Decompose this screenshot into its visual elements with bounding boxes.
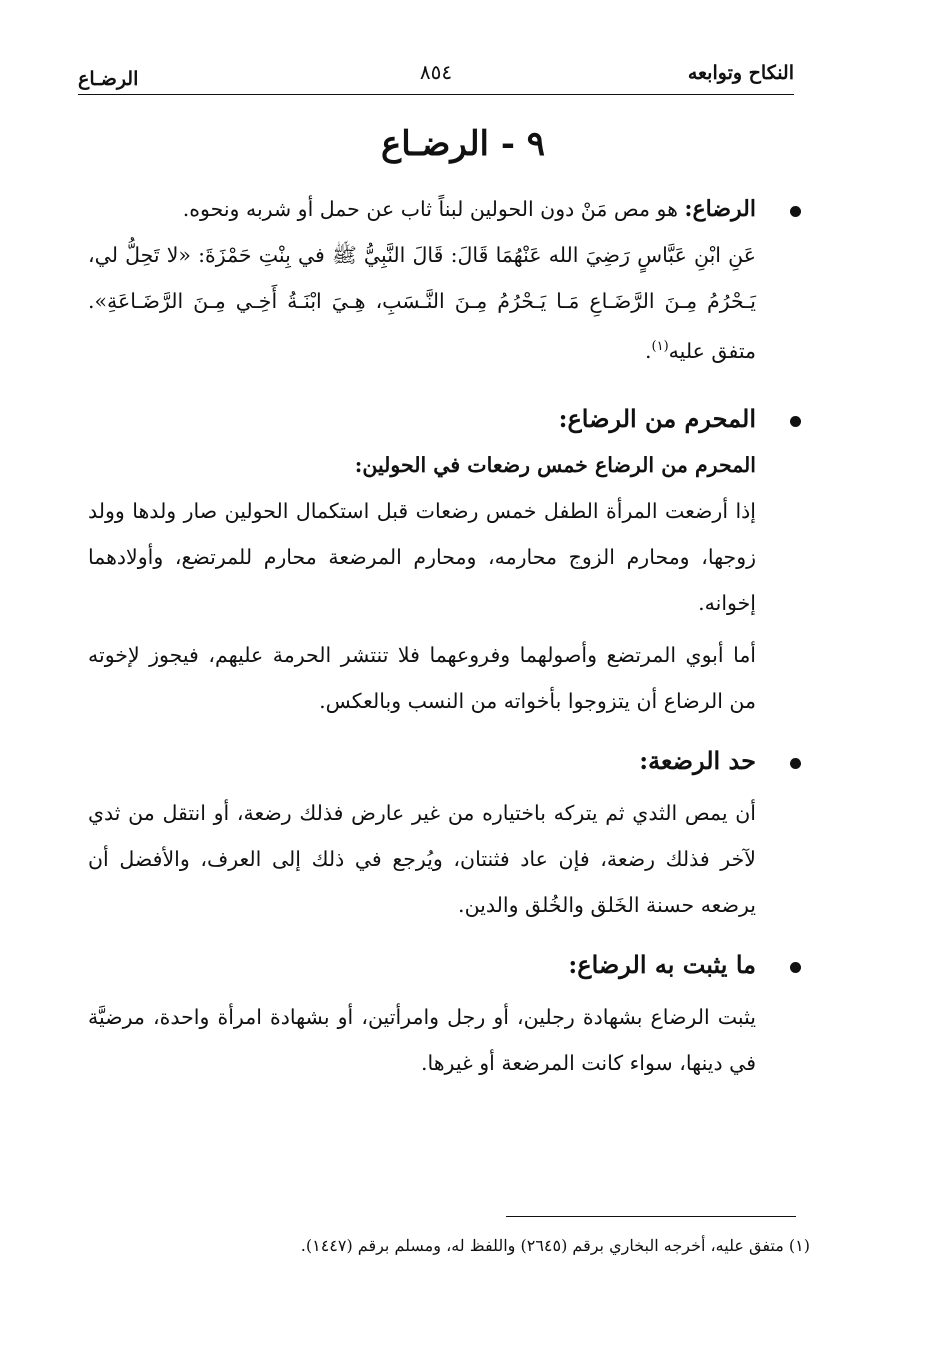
footnote-rule: [506, 1216, 796, 1217]
header-page-number: ٨٥٤: [419, 60, 453, 84]
header-chapter: الرضـاع: [78, 68, 139, 90]
footnote-reference[interactable]: (١): [651, 339, 669, 354]
bullet-icon: [790, 758, 801, 769]
body-paragraph: أن يمص الثدي ثم يتركه باختياره من غير عارض فذلك رضعة، أو انتقل من ثدي لآخر فذلك رضعة، فإن عاد فثنتان، ويُرجع في ذلك إلى العرف، والأفضل أن يرضعه حسنة الخَلق والخُلق والدين.: [88, 800, 756, 917]
section-heading: المحرم من الرضاع:: [558, 403, 756, 433]
section-feeding-limit: [88, 738, 756, 928]
section-mahram: [88, 396, 756, 724]
hadith-end: .: [644, 338, 652, 363]
section-definition: [88, 186, 756, 374]
body-paragraph: إذا أرضعت المرأة الطفل خمس رضعات قبل استكمال الحولين صار ولدها وولد زوجها، ومحارم الزوج محارمه، ومحارم المرضعة محارم للمرتضع، وأولادهما إخوانه.: [88, 498, 756, 615]
running-header: [78, 60, 794, 94]
header-rule: [78, 94, 794, 95]
section-heading: حد الرضعة:: [639, 745, 756, 775]
header-book-section: النكاح وتوابعه: [687, 62, 794, 84]
section-heading: ما يثبت به الرضاع:: [568, 949, 756, 979]
bullet-icon: [790, 962, 801, 973]
body-paragraph: يثبت الرضاع بشهادة رجلين، أو رجل وامرأتين، أو بشهادة امرأة واحدة، مرضيَّة في دينها، سواء كانت المرضعة أو غيرها.: [88, 1004, 756, 1075]
definition-term: الرضاع:: [684, 196, 756, 222]
footnote: (١) متفق عليه، أخرجه البخاري برقم (٢٦٤٥) واللفظ له، ومسلم برقم (١٤٤٧).: [300, 1236, 810, 1255]
page-body: [88, 186, 756, 1086]
chapter-title: ٩ - الرضـاع: [380, 124, 546, 164]
bullet-icon: [790, 416, 801, 427]
hadith-text: عَنِ ابْنِ عَبَّاسٍ رَضِيَ الله عَنْهُمَا قَالَ: قَالَ النَّبِيُّ ﷺ في بِنْتِ حَمْزَةَ: «لا تَحِلُّ لي، يَـحْرُمُ مِـنَ الرَّضَـاعِ مَـا يَـحْرُمُ مِـنَ النَّـسَبِ، هِـيَ ابْنَـةُ أَخِـي مِـنَ الرَّضَـاعَةِ». متفق عليه: [88, 243, 756, 363]
body-paragraph: أما أبوي المرتضع وأصولهما وفروعهما فلا تنتشر الحرمة عليهم، فيجوز لإخوته من الرضاع أن يتزوجوا بأخواته من النسب وبالعكس.: [88, 642, 756, 713]
section-subheading: المحرم من الرضاع خمس رضعات في الحولين:: [354, 452, 756, 477]
definition-paragraph: [88, 186, 756, 232]
bullet-icon: [790, 206, 801, 217]
definition-text: هو مص مَنْ دون الحولين لبناً ثاب عن حمل أو شربه ونحوه.: [182, 197, 685, 221]
section-proof: [88, 942, 756, 1086]
hadith-paragraph: [88, 232, 756, 374]
